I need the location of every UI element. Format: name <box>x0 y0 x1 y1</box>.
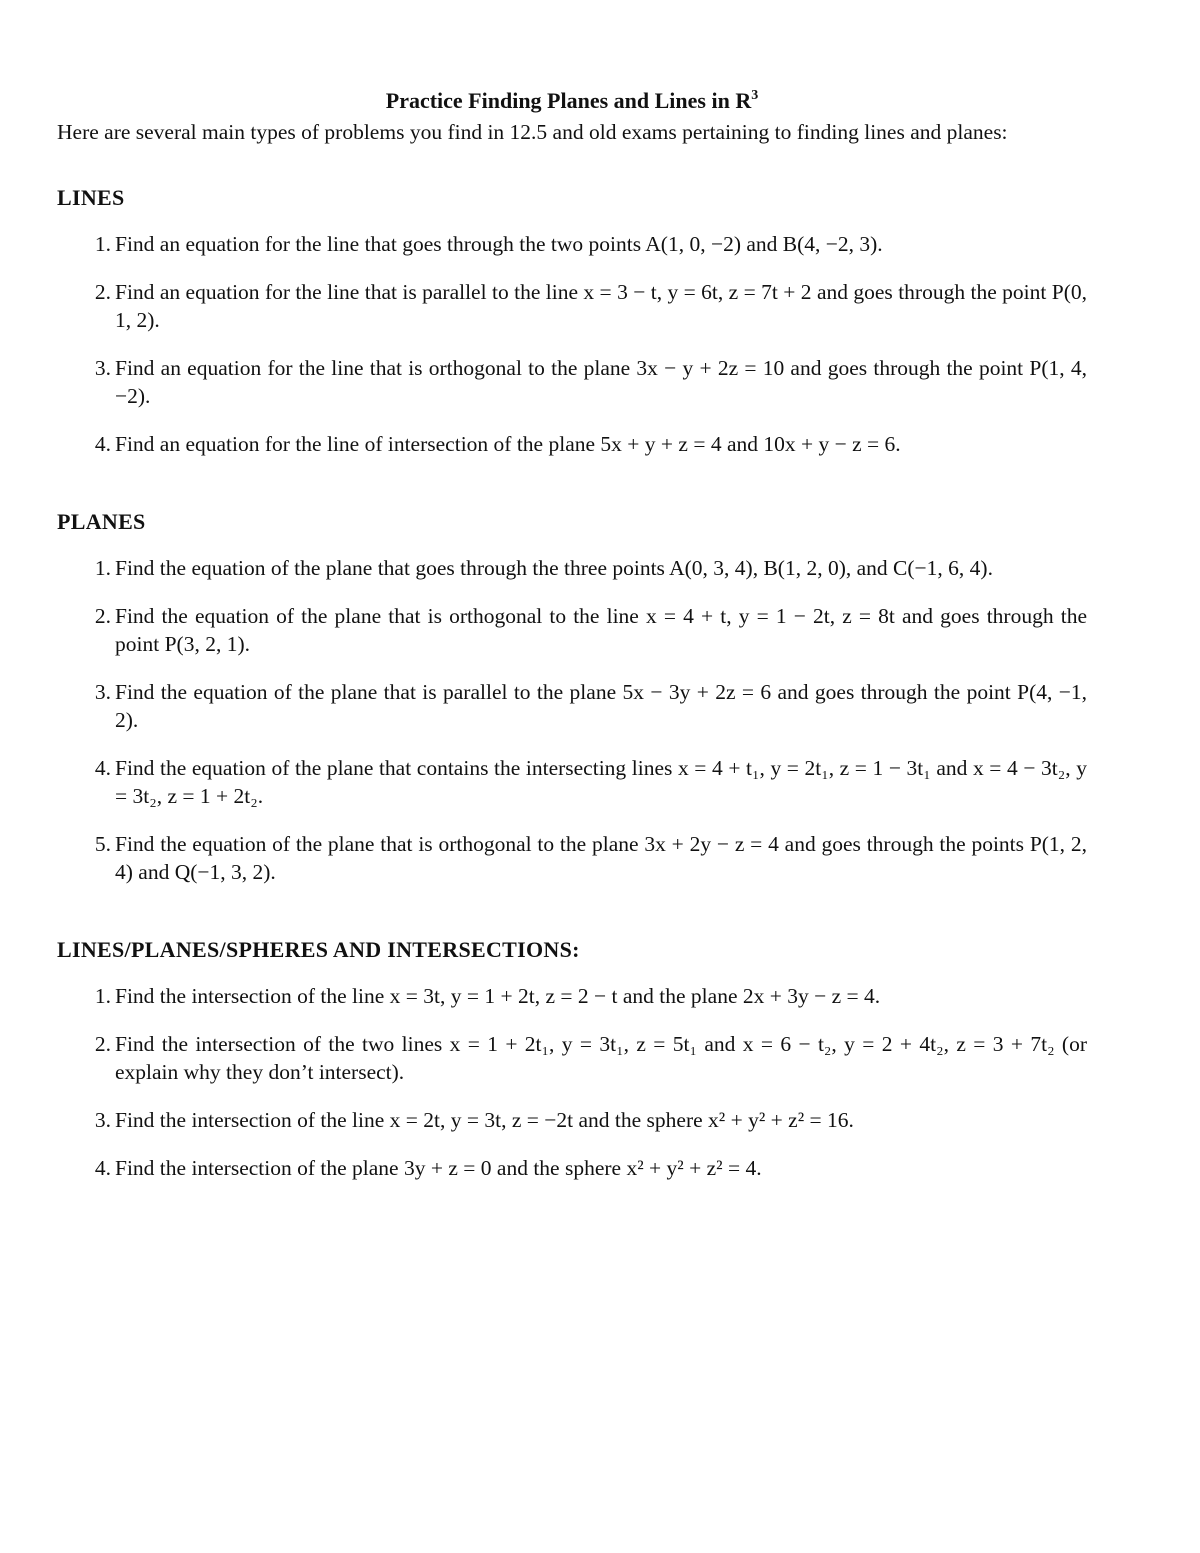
problem-number: 4. <box>94 756 111 780</box>
list-item <box>57 1030 1087 1086</box>
problem-number: 2. <box>94 1032 111 1056</box>
list-item <box>57 982 1087 1010</box>
problem-number: 2. <box>94 604 111 628</box>
section-heading-lines: LINES <box>57 185 125 210</box>
problem-text: Find an equation for the line that is parallel to the line x = 3 − t, y = 6t, z = 7t + 2 and goes through the point P(0, 1, 2). <box>115 280 1087 332</box>
page-title <box>57 86 1087 116</box>
problem-text: Find an equation for the line of intersection of the plane 5x + y + z = 4 and 10x + y − z = 6. <box>115 432 901 456</box>
problem-text: Find the intersection of the two lines x = 1 + 2t₁, y = 3t₁, z = 5t₁ and x = 6 − t₂, y = 2 + 4t₂, z = 3 + 7t₂ (or explain why they don’t intersect). <box>115 1032 1087 1084</box>
problem-number: 1. <box>94 984 111 1008</box>
problem-text: Find the equation of the plane that goes through the three points A(0, 3, 4), B(1, 2, 0), and C(−1, 6, 4). <box>115 556 993 580</box>
planes-problem-list <box>57 554 1087 886</box>
list-item <box>57 554 1087 582</box>
problem-number: 1. <box>94 556 111 580</box>
problem-number: 2. <box>94 280 111 304</box>
problem-number: 5. <box>94 832 111 856</box>
lines-problem-list <box>57 230 1087 458</box>
list-item <box>57 1154 1087 1182</box>
list-item <box>57 754 1087 810</box>
list-item <box>57 602 1087 658</box>
list-item <box>57 678 1087 734</box>
problem-number: 3. <box>94 1108 111 1132</box>
list-item <box>57 1106 1087 1134</box>
list-item <box>57 230 1087 258</box>
problem-number: 3. <box>94 356 111 380</box>
list-item <box>57 278 1087 334</box>
problem-text: Find an equation for the line that is orthogonal to the plane 3x − y + 2z = 10 and goes through the point P(1, 4, −2). <box>115 356 1087 408</box>
problem-text: Find the equation of the plane that is orthogonal to the plane 3x + 2y − z = 4 and goes through the points P(1, 2, 4) and Q(−1, 3, 2). <box>115 832 1087 884</box>
list-item <box>57 830 1087 886</box>
intro-paragraph: Here are several main types of problems you find in 12.5 and old exams pertaining to finding lines and planes: <box>57 120 1008 144</box>
section-heading-planes: PLANES <box>57 509 146 534</box>
problem-text: Find the intersection of the line x = 3t, y = 1 + 2t, z = 2 − t and the plane 2x + 3y − z = 4. <box>115 984 881 1008</box>
problem-text: Find the equation of the plane that is orthogonal to the line x = 4 + t, y = 1 − 2t, z = 8t and goes through the point P(3, 2, 1). <box>115 604 1087 656</box>
list-item <box>57 430 1087 458</box>
page-title-superscript: 3 <box>751 88 759 103</box>
page-title-text: Practice Finding Planes and Lines in R <box>385 88 752 113</box>
problem-text: Find the intersection of the plane 3y + z = 0 and the sphere x² + y² + z² = 4. <box>115 1156 762 1180</box>
problem-text: Find an equation for the line that goes through the two points A(1, 0, −2) and B(4, −2, 3). <box>115 232 883 256</box>
section-heading-intersections: LINES/PLANES/SPHERES AND INTERSECTIONS: <box>57 937 580 962</box>
problem-number: 3. <box>94 680 111 704</box>
intersections-problem-list <box>57 982 1087 1182</box>
list-item <box>57 354 1087 410</box>
problem-number: 4. <box>94 1156 111 1180</box>
problem-text: Find the equation of the plane that contains the intersecting lines x = 4 + t₁, y = 2t₁, z = 1 − 3t₁ and x = 4 − 3t₂, y = 3t₂, z = 1 + 2t₂. <box>115 756 1087 808</box>
problem-number: 1. <box>94 232 111 256</box>
problem-text: Find the equation of the plane that is parallel to the plane 5x − 3y + 2z = 6 and goes through the point P(4, −1, 2). <box>115 680 1087 732</box>
problem-number: 4. <box>94 432 111 456</box>
problem-text: Find the intersection of the line x = 2t, y = 3t, z = −2t and the sphere x² + y² + z² = 16. <box>115 1108 854 1132</box>
